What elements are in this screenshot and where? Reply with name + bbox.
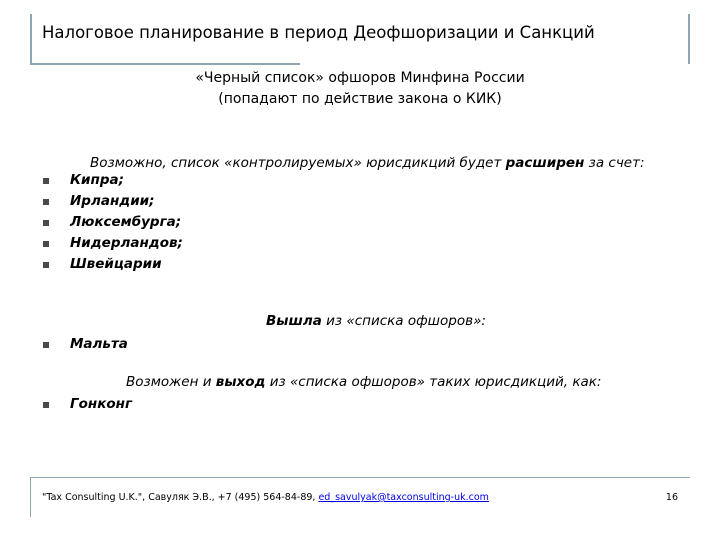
exited-bold-word: Вышла [266,313,322,329]
subtitle-line-2: (попадают по действие закона о КИК) [218,91,502,107]
header-bottom-rule [30,63,300,65]
expansion-bold-word: расширен [505,155,585,171]
possible-tail-text: из «списка офшоров» таких юрисдикций, как: [265,374,602,390]
header-right-rule [688,14,690,64]
bullet-icon [43,241,49,247]
possible-heading [126,374,601,390]
subtitle-line-1: «Черный список» офшоров Минфина России [195,70,525,86]
bullet-icon [43,402,49,408]
list-item-label: Люксембурга; [70,214,182,230]
bullet-icon [43,220,49,226]
footer-email-link[interactable]: ed_savulyak@taxconsulting-uk.com [318,492,489,503]
bullet-icon [43,262,49,268]
list-item-label: Швейцарии [70,256,162,272]
page-number: 16 [665,492,678,503]
list-item-label: Мальта [70,336,128,352]
list-item-label: Ирландии; [70,193,155,209]
footer-rule [30,477,690,478]
expansion-intro [90,155,645,171]
exited-tail-text: из «списка офшоров»: [321,313,486,329]
header-left-rule [30,14,32,64]
list-item-label: Гонконг [70,396,133,412]
expansion-tail-text: за счет: [584,155,645,171]
list-item-label: Нидерландов; [70,235,183,251]
footer-text: "Tax Consulting U.K.", Савуляк Э.В., +7 (495) 564-84-89, [42,492,319,503]
bullet-icon [43,199,49,205]
exited-heading [266,313,486,329]
bullet-icon [43,342,49,348]
possible-intro-text: Возможен и [126,374,216,390]
slide-title: Налоговое планирование в период Деофшоризации и Санкций [42,23,595,42]
possible-bold-word: выход [215,374,266,390]
footer-left-rule [30,477,31,517]
expansion-intro-text: Возможно, список «контролируемых» юрисдикций будет [90,155,506,171]
list-item-label: Кипра; [70,172,124,188]
bullet-icon [43,178,49,184]
footer-credits [42,492,489,503]
